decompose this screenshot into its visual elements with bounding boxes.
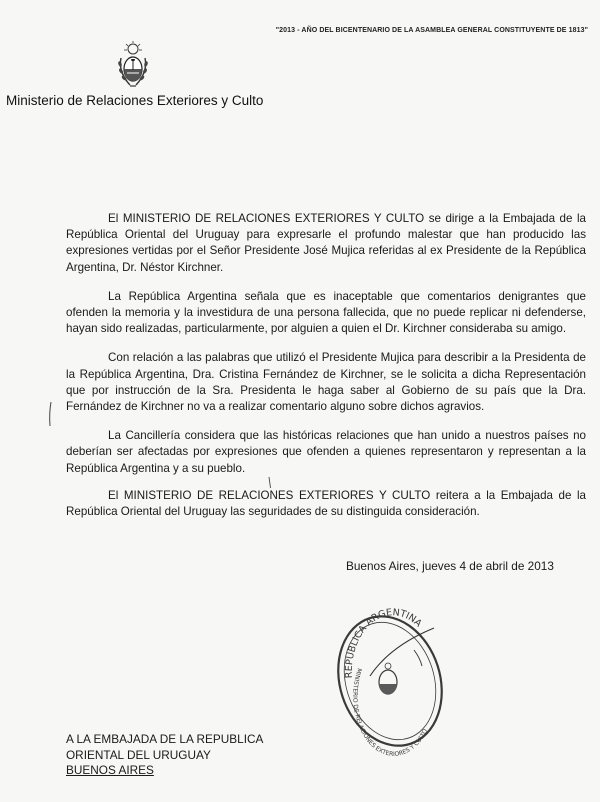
recipient-line-2: ORIENTAL DEL URUGUAY	[66, 747, 211, 762]
letter-body	[66, 211, 586, 533]
ministry-title: Ministerio de Relaciones Exteriores y Culto	[6, 93, 264, 108]
margin-tick-mark	[268, 477, 272, 489]
margin-pen-mark	[47, 401, 53, 427]
seal-inner-text: MINISTERIO DE RELACIONES EXTERIORES Y CULTO	[351, 667, 430, 756]
paragraph-5-text: reitera a la Embajada de la República Oriental del Uruguay las seguridades de su distinguida consideración.	[66, 488, 586, 519]
ministry-name-lead: El MINISTERIO DE RELACIONES EXTERIORES Y CULTO	[108, 212, 425, 225]
ministry-name-lead: El MINISTERIO DE RELACIONES EXTERIORES Y CULTO	[108, 488, 431, 502]
date-line: Buenos Aires, jueves 4 de abril de 2013	[346, 559, 554, 573]
paragraph-1	[66, 211, 586, 276]
paragraph-4: La Cancillería considera que las históricas relaciones que han unido a nuestros países no deberían ser afectadas por expresiones que ofenden a quienes representaron y representan a la República Argentina y a su pueblo.	[66, 429, 586, 475]
paragraph-5	[66, 488, 586, 520]
ministry-seal-stamp	[330, 606, 450, 756]
paragraph-1-text: se dirige a la Embajada de la República Oriental del Uruguay para expresarle el profundo malestar que han producido las expresiones vertidas por el Señor Presidente José Mujica referidas al ex Presidente de la República Argentina, Dr. Néstor Kirchner.	[66, 212, 586, 274]
argentine-coat-of-arms-icon	[116, 40, 150, 90]
paragraph-3: Con relación a las palabras que utilizó el Presidente Mujica para describir a la Presidenta de la República Argentina, Dra. Cristina Fernández de Kirchner, se le solicita a dicha Representación que por instrucción de la Sra. Presidenta le haga saber al Gobierno de su país que la Dra. Fernández de Kirchner no va a realizar comentario alguno sobre dichos agravios.	[66, 351, 586, 414]
seal-outer-text: REPUBLICA ARGENTINA	[343, 607, 424, 679]
paragraph-2: La República Argentina señala que es inaceptable que comentarios denigrantes que ofenden la memoria y la investidura de una persona fallecida, que no puede replicar ni defenderse, hayan sido realizadas, particularmente, por alguien a quien el Dr. Kirchner consideraba su amigo.	[66, 289, 586, 336]
bicentenario-banner: "2013 - AÑO DEL BICENTENARIO DE LA ASAMBLEA GENERAL CONSTITUYENTE DE 1813"	[275, 27, 588, 34]
recipient-city: BUENOS AIRES	[66, 763, 154, 777]
recipient-block	[66, 732, 263, 779]
recipient-line-1: A LA EMBAJADA DE LA REPUBLICA	[66, 732, 264, 746]
